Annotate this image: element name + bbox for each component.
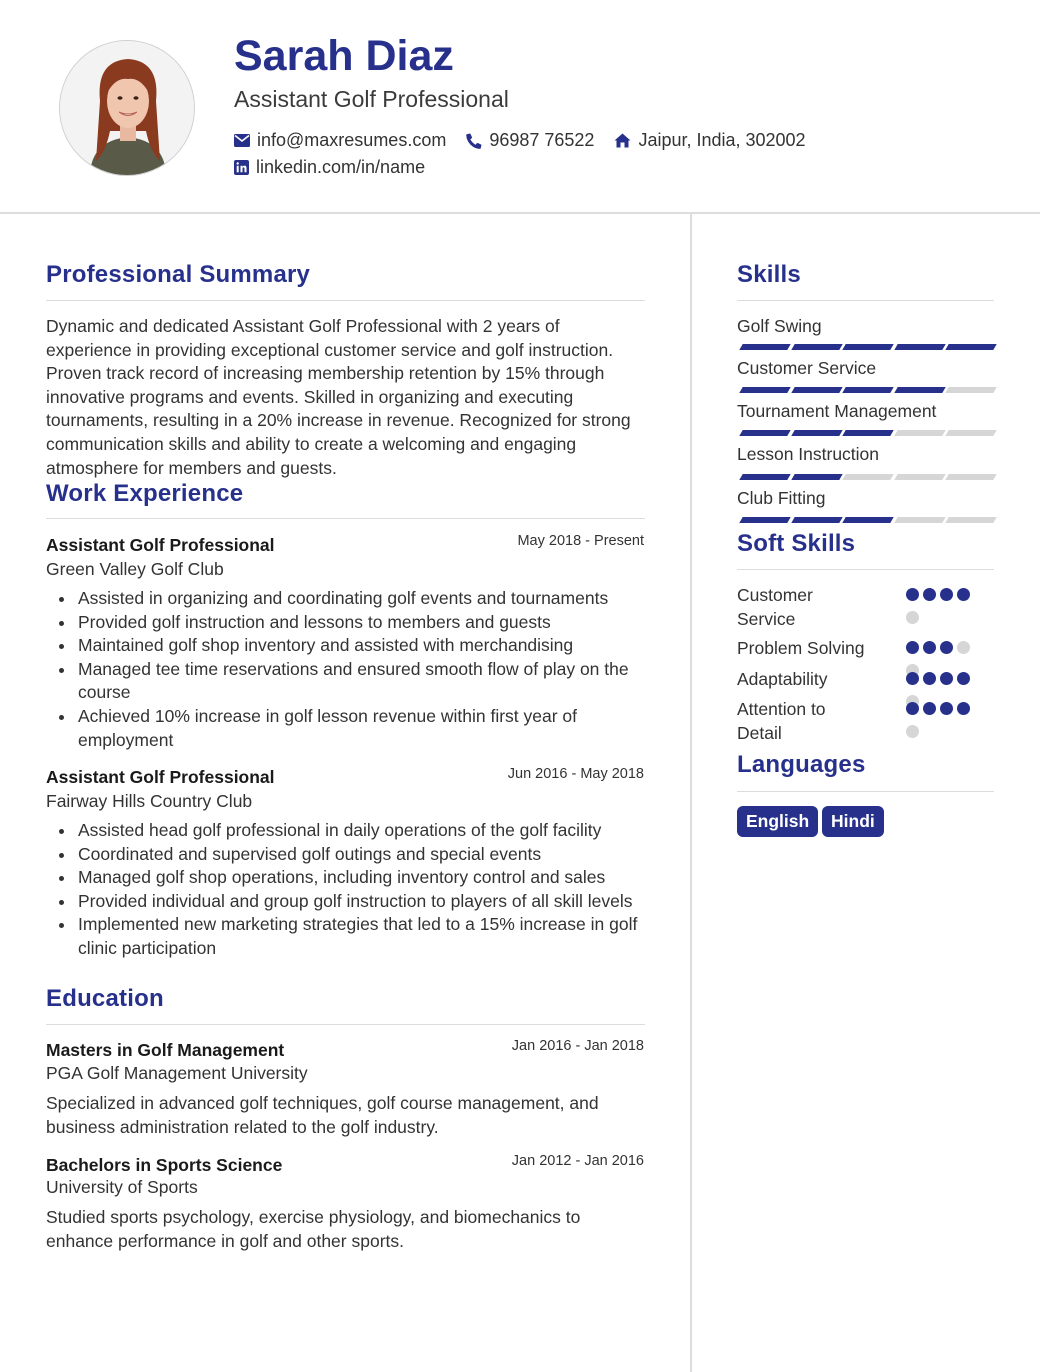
phone-text: 96987 76522 xyxy=(489,130,595,150)
list-item: Implemented new marketing strategies that led to a 15% increase in golf clinic participation xyxy=(46,913,646,960)
contact-linkedin[interactable] xyxy=(234,157,425,178)
candidate-name: Sarah Diaz xyxy=(234,32,454,80)
skill-segment xyxy=(791,344,842,350)
location-text: Jaipur, India, 302002 xyxy=(638,130,806,150)
skill-segment xyxy=(894,474,945,480)
skill-bar xyxy=(741,344,999,350)
language-badge: Hindi xyxy=(822,806,884,837)
job-title: Assistant Golf Professional xyxy=(46,767,275,787)
soft-skill-rating xyxy=(906,702,981,748)
skill-segment xyxy=(842,430,893,436)
profile-photo xyxy=(60,41,195,176)
skill-segment xyxy=(791,517,842,523)
skill-segment xyxy=(791,474,842,480)
rating-dot xyxy=(957,672,970,685)
rating-dot xyxy=(923,588,936,601)
school-name: University of Sports xyxy=(46,1177,198,1197)
rating-dot xyxy=(906,641,919,654)
job-company: Green Valley Golf Club xyxy=(46,559,224,579)
soft-skill-rating xyxy=(906,588,981,634)
soft-skills-heading: Soft Skills xyxy=(737,530,856,557)
skill-segment xyxy=(945,387,996,393)
skill-segment xyxy=(945,474,996,480)
rating-dot xyxy=(906,588,919,601)
skill-label: Golf Swing xyxy=(737,316,822,336)
skill-segment xyxy=(739,430,790,436)
skill-label: Customer Service xyxy=(737,358,877,378)
education-description: Studied sports psychology, exercise physiology, and biomechanics to enhance performance in golf and other sports. xyxy=(46,1207,581,1251)
skill-bar xyxy=(741,517,999,523)
column-divider xyxy=(690,214,692,1372)
job-dates: May 2018 - Present xyxy=(517,533,644,549)
skill-segment xyxy=(791,387,842,393)
list-item: Managed tee time reservations and ensured smooth flow of play on the course xyxy=(46,658,646,705)
skill-segment xyxy=(894,430,945,436)
languages-heading: Languages xyxy=(737,751,866,778)
rating-dot xyxy=(923,641,936,654)
list-item: Assisted in organizing and coordinating golf events and tournaments xyxy=(46,587,646,611)
soft-skill-label: Problem Solving xyxy=(737,638,865,658)
contact-phone[interactable] xyxy=(466,130,594,151)
job-dates: Jun 2016 - May 2018 xyxy=(507,766,644,782)
linkedin-icon xyxy=(234,160,249,175)
rating-dot xyxy=(906,611,919,624)
list-item: Achieved 10% increase in golf lesson revenue within first year of employment xyxy=(46,705,646,752)
email-text: info@maxresumes.com xyxy=(257,130,447,150)
skill-segment xyxy=(739,517,790,523)
section-rule xyxy=(737,300,994,301)
rating-dot xyxy=(906,672,919,685)
experience-heading: Work Experience xyxy=(46,480,244,507)
skill-bar xyxy=(741,474,999,480)
contact-location xyxy=(614,130,805,151)
phone-icon xyxy=(466,133,482,149)
rating-dot xyxy=(923,672,936,685)
summary-text: Dynamic and dedicated Assistant Golf Professional with 2 years of experience in providing exceptional customer service and golf instruction. Proven track record of increasing membership retention by 15% through innovative programs and events. Skilled in organizing and executing tournaments, resulting in a 20% increase in revenue. Recognized for strong communication skills and ability to create a welcoming and engaging atmosphere for members and guests. xyxy=(46,316,631,478)
skill-segment xyxy=(842,387,893,393)
rating-dot xyxy=(940,702,953,715)
rating-dot xyxy=(923,702,936,715)
home-icon xyxy=(614,133,631,148)
education-dates: Jan 2016 - Jan 2018 xyxy=(511,1038,644,1054)
summary-heading: Professional Summary xyxy=(46,261,311,288)
skill-segment xyxy=(945,430,996,436)
list-item: Maintained golf shop inventory and assisted with merchandising xyxy=(46,634,646,658)
skills-heading: Skills xyxy=(737,261,801,288)
candidate-title: Assistant Golf Professional xyxy=(234,86,509,112)
job-bullets xyxy=(46,819,646,961)
soft-skill-label: Customer Service xyxy=(737,585,813,629)
list-item: Assisted head golf professional in daily operations of the golf facility xyxy=(46,819,646,843)
list-item: Provided golf instruction and lessons to members and guests xyxy=(46,611,646,635)
skill-label: Lesson Instruction xyxy=(737,444,880,464)
section-rule xyxy=(46,1024,645,1025)
job-title: Assistant Golf Professional xyxy=(46,535,275,555)
degree-title: Bachelors in Sports Science xyxy=(46,1155,283,1175)
skill-segment xyxy=(842,344,893,350)
contact-row-2 xyxy=(234,157,445,178)
skill-segment xyxy=(739,474,790,480)
education-heading: Education xyxy=(46,985,164,1012)
language-badge: English xyxy=(737,806,818,837)
job-company: Fairway Hills Country Club xyxy=(46,791,253,811)
rating-dot xyxy=(906,725,919,738)
linkedin-text: linkedin.com/in/name xyxy=(256,157,426,177)
skill-segment xyxy=(739,387,790,393)
list-item: Managed golf shop operations, including inventory control and sales xyxy=(46,866,646,890)
skill-segment xyxy=(945,517,996,523)
envelope-icon xyxy=(234,134,250,147)
section-rule xyxy=(737,569,994,570)
rating-dot xyxy=(940,672,953,685)
rating-dot xyxy=(957,702,970,715)
skill-segment xyxy=(739,344,790,350)
rating-dot xyxy=(957,588,970,601)
rating-dot xyxy=(957,641,970,654)
list-item: Coordinated and supervised golf outings and special events xyxy=(46,843,646,867)
degree-title: Masters in Golf Management xyxy=(46,1040,285,1060)
school-name: PGA Golf Management University xyxy=(46,1063,308,1083)
skill-segment xyxy=(894,517,945,523)
skill-label: Club Fitting xyxy=(737,488,826,508)
skill-bar xyxy=(741,430,999,436)
rating-dot xyxy=(940,641,953,654)
rating-dot xyxy=(940,588,953,601)
education-description: Specialized in advanced golf techniques, golf course management, and business administration related to the golf industry. xyxy=(46,1093,599,1137)
rating-dot xyxy=(906,702,919,715)
section-rule xyxy=(46,300,645,301)
contact-email[interactable] xyxy=(234,130,446,151)
section-rule xyxy=(46,518,645,519)
section-rule xyxy=(737,791,994,792)
list-item: Provided individual and group golf instruction to players of all skill levels xyxy=(46,890,646,914)
skill-segment xyxy=(791,430,842,436)
education-dates: Jan 2012 - Jan 2016 xyxy=(511,1153,644,1169)
soft-skill-label: Attention to Detail xyxy=(737,699,826,743)
avatar xyxy=(59,40,195,176)
resume-header xyxy=(0,0,1040,214)
skill-segment xyxy=(945,344,996,350)
soft-skill-label: Adaptability xyxy=(737,669,828,689)
skill-label: Tournament Management xyxy=(737,401,937,421)
contact-row xyxy=(234,130,826,151)
skill-segment xyxy=(894,387,945,393)
job-bullets xyxy=(46,587,646,752)
skill-segment xyxy=(842,474,893,480)
skill-segment xyxy=(842,517,893,523)
skill-segment xyxy=(894,344,945,350)
skill-bar xyxy=(741,387,999,393)
